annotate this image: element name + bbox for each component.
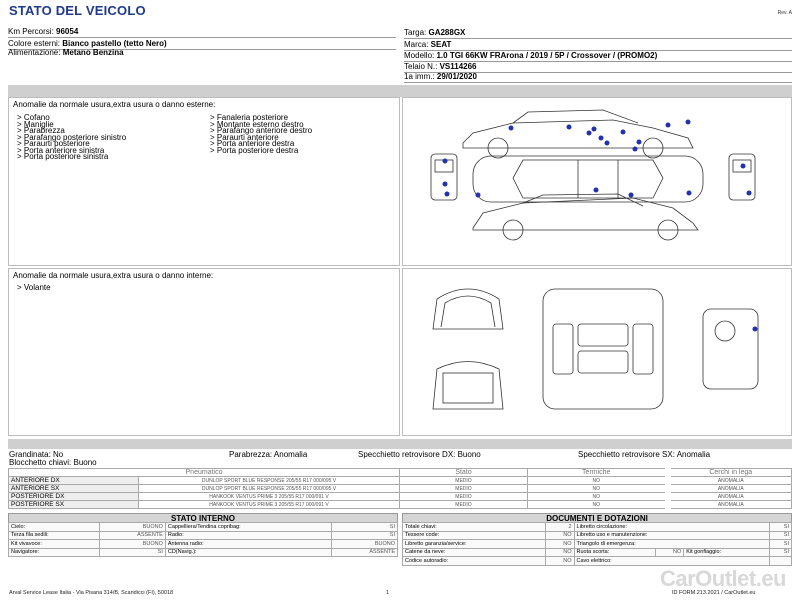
table-row: POSTERIORE SX HANKOOK VENTUS PRIME 3 205/55 R17 000/091 V MEDIO NO ANOMALIA: [9, 501, 792, 509]
table-row: Cielo: BUONO Cappelliera/Tendina copribag: SI: [9, 523, 398, 532]
tyre-table: [8, 468, 792, 509]
table-row: Navigatore: SI CD(Navig.): ASSENTE: [9, 548, 398, 557]
list-item: > Montante esterno destro: [210, 119, 304, 129]
external-heading: Anomalie da normale usura,extra usura o danno esterne:: [13, 100, 216, 109]
external-list-col2: [210, 114, 312, 153]
info-immatricolazione: 1a imm.: 29/01/2020: [404, 71, 792, 83]
list-item: > Parafango posteriore sinistro: [17, 132, 127, 142]
list-item: > Fanaleria posteriore: [210, 113, 289, 122]
interior-dashboard-view: [703, 309, 758, 389]
separator-band: [8, 85, 792, 97]
info-km: Km Percorsi: 96054: [8, 26, 396, 38]
revision-label: Rev. A: [777, 10, 792, 16]
table-row: Libretto garanzia/service: NO Triangolo di emergenza: SI: [403, 540, 792, 549]
interior-rear-view: [433, 362, 503, 410]
specchietto-dx-status: Specchietto retrovisore DX: Buono: [358, 450, 481, 459]
table-row: ANTERIORE DX DUNLOP SPORT BLUE RESPONSE 205/55 R17 000/095 V MEDIO NO ANOMALIA: [9, 477, 792, 485]
external-diagram-panel: [402, 97, 792, 266]
stato-interno-title: STATO INTERNO: [8, 513, 398, 523]
interior-front-view: [433, 289, 503, 329]
info-marca: Marca: SEAT: [404, 39, 792, 51]
internal-diagram-panel: [402, 268, 792, 436]
grandinata-status: Grandinata: No: [9, 450, 64, 459]
table-row: Terza fila sedili: ASSENTE Radio: SI: [9, 531, 398, 540]
table-row: ANTERIORE SX DUNLOP SPORT BLUE RESPONSE 205/55 R17 000/095 V MEDIO NO ANOMALIA: [9, 485, 792, 493]
internal-damage-panel: [8, 268, 400, 436]
separator-band-2: [8, 439, 792, 449]
info-colore: Colore esterni: Bianco pastello (tetto Nero): [8, 38, 396, 50]
car-side-view-bottom: [473, 194, 698, 240]
damage-markers: [443, 120, 752, 198]
list-item: > Volante: [17, 283, 51, 292]
car-interior-diagram: [403, 269, 791, 435]
interior-top-view: [543, 289, 663, 409]
th-cerchi: Cerchi in lega: [668, 469, 792, 477]
info-modello: Modello: 1.0 TGI 66KW FRArona / 2019 / 5P / Crossover / (PROMO2): [404, 50, 792, 62]
parabrezza-status: Parabrezza: Anomalia: [229, 450, 308, 459]
table-row: Codice autoradio: NO Cavo elettrico:: [403, 557, 792, 566]
list-item: > Parafango anteriore destro: [210, 126, 313, 135]
blocchetto-status: Blocchetto chiavi: Buono: [9, 458, 97, 467]
car-exterior-diagram: [403, 98, 791, 265]
footer-page: 1: [386, 590, 390, 596]
list-item: > Porta posteriore destra: [210, 145, 299, 155]
table-row: Catene da neve: NO Ruota scorta: NO Kit gonfiaggio: SI: [403, 548, 792, 557]
list-item: > Porta anteriore sinistra: [17, 145, 105, 155]
external-list-col1: [17, 114, 126, 160]
specchietto-sx-status: Specchietto retrovisore SX: Anomalia: [578, 450, 711, 459]
footer-company: Arval Service Lease Italia - Via Pisana 314/B, Scandicci (FI), 50018: [9, 590, 174, 596]
info-targa: Targa: GA288GX: [404, 27, 792, 39]
tyre-header-row: [9, 469, 792, 477]
damage-markers: [753, 327, 758, 332]
documenti-table: [402, 522, 792, 566]
list-item: > Cofano: [17, 113, 50, 122]
list-item: > Paraurti posteriore: [17, 139, 90, 148]
car-side-view-top: [463, 110, 693, 158]
info-alimentazione: Alimentazione: Metano Benzina: [8, 48, 124, 57]
watermark-logo: CarOutlet.eu: [659, 566, 786, 591]
th-pneumatico: Pneumatico: [9, 469, 400, 477]
stato-interno-table: [8, 522, 398, 557]
list-item: > Paraurti anteriore: [210, 132, 279, 142]
th-stato: Stato: [400, 469, 528, 477]
footer-doc-id: ID FORM.213.2021 / CarOutlet.eu: [672, 590, 756, 596]
car-top-view: [473, 156, 703, 202]
list-item: > Maniglie: [17, 119, 54, 129]
internal-heading: Anomalie da normale usura,extra usura o danno interne:: [13, 271, 214, 280]
list-item: > Porta posteriore sinistra: [17, 152, 109, 161]
table-row: Totale chiavi: 2 Libretto circolazione: SI: [403, 523, 792, 532]
table-row: Tessere code: NO Libretto uso e manutenzione: SI: [403, 531, 792, 540]
documenti-title: DOCUMENTI E DOTAZIONI: [402, 513, 792, 523]
table-row: POSTERIORE DX HANKOOK VENTUS PRIME 3 205/55 R17 000/091 V MEDIO NO ANOMALIA: [9, 493, 792, 501]
info-telaio: Telaio N.: VS114266: [404, 61, 792, 73]
external-damage-panel: [8, 97, 400, 266]
list-item: > Porta anteriore destra: [210, 139, 295, 148]
table-row: Kit vivavoce: BUONO Antenna radio: BUONO: [9, 540, 398, 549]
list-item: > Parabrezza: [17, 126, 65, 135]
page-title: STATO DEL VEICOLO: [9, 3, 146, 18]
internal-list: [17, 283, 51, 290]
th-termiche: Termiche: [528, 469, 668, 477]
